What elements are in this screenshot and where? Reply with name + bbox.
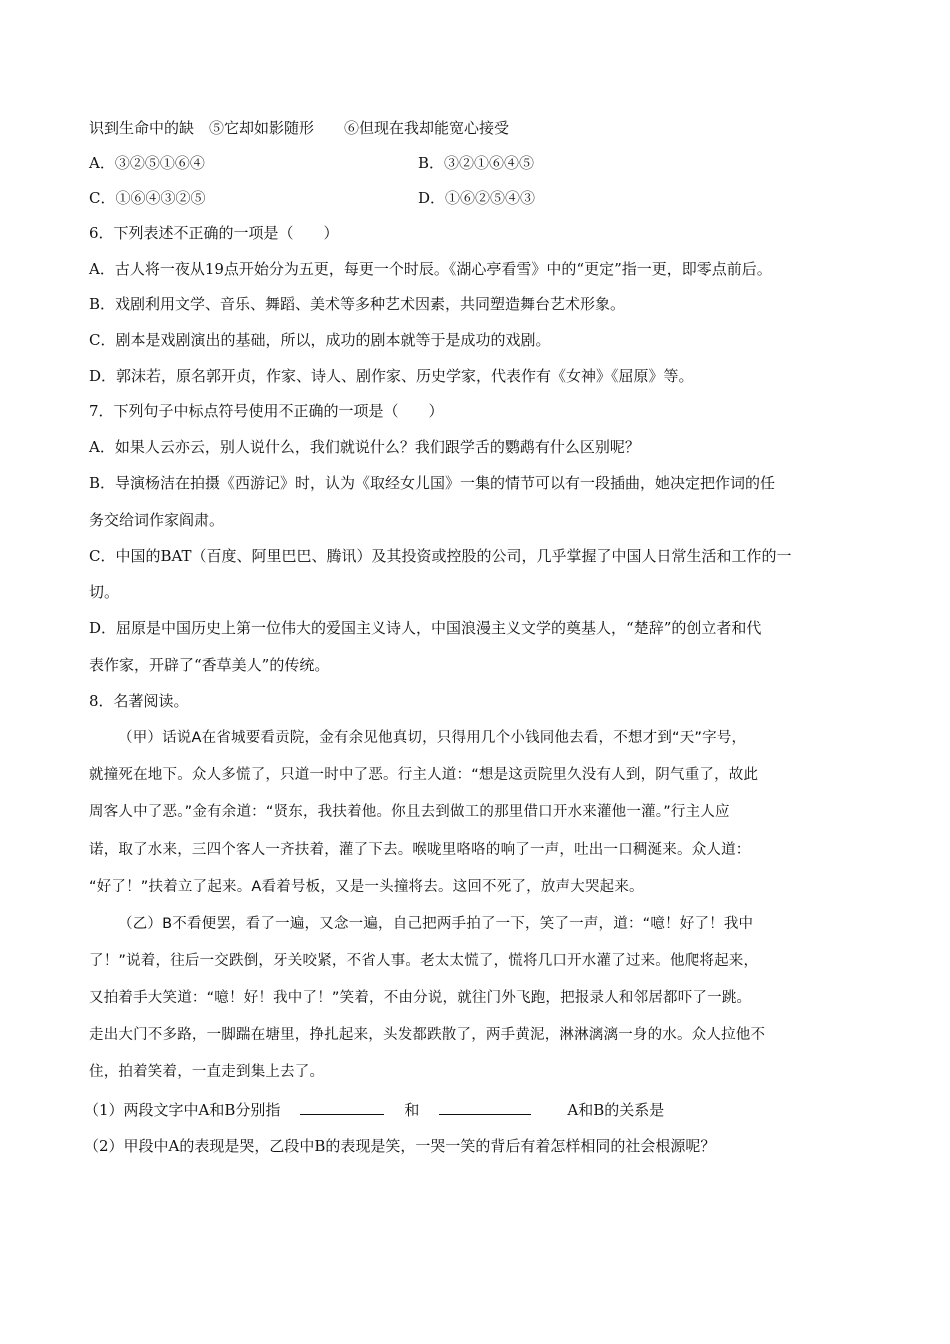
q8-sub1-prefix: （1）两段文字中A和B分别指	[84, 1101, 281, 1119]
q5-option-b: B．③②①⑥④⑤	[418, 154, 535, 172]
q7-option-c-line1: C．中国的BAT（百度、阿里巴巴、腾讯）及其投资或控股的公司，几乎掌握了中国人日常生活和工作的一	[89, 547, 792, 565]
passage-jia-line3: 周客人中了恶。”金有余道：“贤东，我扶着他。你且去到做工的那里借口开水来灌他一灌。”行主人应	[89, 804, 730, 820]
q6-option-d: D．郭沫若，原名郭开贞，作家、诗人、剧作家、历史学家，代表作有《女神》《屈原》等。	[89, 367, 694, 385]
passage-yi-line2: 了！”说着，往后一交跌倒，牙关咬紧，不省人事。老太太慌了，慌将几口开水灌了过来。他爬将起来，	[89, 953, 759, 969]
passage-yi-line1: （乙）B不看便罢，看了一遍，又念一遍，自己把两手拍了一下，笑了一声，道：“噫！好了！我中	[118, 916, 754, 932]
q7-option-d-line1: D．屈原是中国历史上第一位伟大的爱国主义诗人，中国浪漫主义文学的奠基人，“楚辞”的创立者和代	[89, 619, 762, 637]
q8-sub1-and: 和	[404, 1101, 420, 1119]
q7-stem: 7．下列句子中标点符号使用不正确的一项是（ ）	[89, 402, 444, 420]
q5-option-d: D．①⑥②⑤④③	[418, 189, 536, 207]
q7-option-d-line2: 表作家，开辟了“香草美人”的传统。	[89, 656, 330, 674]
passage-yi-line3: 又拍着手大笑道：“噫！好！我中了！”笑着，不由分说，就往门外飞跑，把报录人和邻居都吓了一跳。	[89, 990, 752, 1006]
passage-jia-line2: 就撞死在地下。众人多慌了，只道一时中了恶。行主人道：“想是这贡院里久没有人到，阴气重了，故此	[89, 767, 759, 783]
passage-jia-line5: “好了！”扶着立了起来。A看着号板，又是一头撞将去。这回不死了，放声大哭起来。	[89, 879, 644, 895]
q6-option-a: A．古人将一夜从19点开始分为五更，每更一个时辰。《湖心亭看雪》中的“更定”指一更，即零点前后。	[89, 260, 772, 278]
answer-blank-a[interactable]	[300, 1100, 384, 1115]
q8-sub1-suffix: A和B的关系是	[567, 1101, 665, 1119]
passage-yi-line5: 住，拍着笑着，一直走到集上去了。	[89, 1064, 325, 1080]
q8-sub2: （2）甲段中A的表现是哭，乙段中B的表现是笑，一哭一笑的背后有着怎样相同的社会根源呢？	[84, 1137, 716, 1155]
q8-sub1	[84, 1100, 664, 1120]
answer-blank-b[interactable]	[439, 1100, 531, 1115]
q5-option-c: C．①⑥④③②⑤	[89, 189, 206, 207]
q7-option-a: A．如果人云亦云，别人说什么，我们就说什么？我们跟学舌的鹦鹉有什么区别呢？	[89, 438, 640, 456]
q7-option-b-line2: 务交给词作家阎肃。	[89, 511, 225, 529]
q6-stem: 6．下列表述不正确的一项是（ ）	[89, 224, 339, 242]
q6-option-b: B．戏剧利用文学、音乐、舞蹈、美术等多种艺术因素，共同塑造舞台艺术形象。	[89, 295, 626, 313]
q8-stem: 8．名著阅读。	[89, 692, 189, 710]
q6-option-c: C．剧本是戏剧演出的基础，所以，成功的剧本就等于是成功的戏剧。	[89, 331, 551, 349]
q7-option-c-line2: 切。	[89, 583, 120, 601]
passage-yi-line4: 走出大门不多路，一脚踹在塘里，挣扎起来，头发都跌散了，两手黄泥，淋淋漓漓一身的水。众人拉他不	[89, 1027, 766, 1043]
q5-options-tail: 识到生命中的缺 ⑤它却如影随形 ⑥但现在我却能宽心接受	[89, 119, 510, 137]
passage-jia-line1: （甲）话说A在省城要看贡院，金有余见他真切，只得用几个小钱同他去看，不想才到“天”字号，	[118, 730, 747, 746]
q5-option-a: A．③②⑤①⑥④	[89, 154, 205, 172]
q7-option-b-line1: B．导演杨洁在拍摄《西游记》时，认为《取经女儿国》一集的情节可以有一段插曲，她决定把作词的任	[89, 474, 776, 492]
passage-jia-line4: 诺，取了水来，三四个客人一齐扶着，灌了下去。喉咙里咯咯的响了一声，吐出一口稠涎来。众人道：	[89, 842, 751, 858]
